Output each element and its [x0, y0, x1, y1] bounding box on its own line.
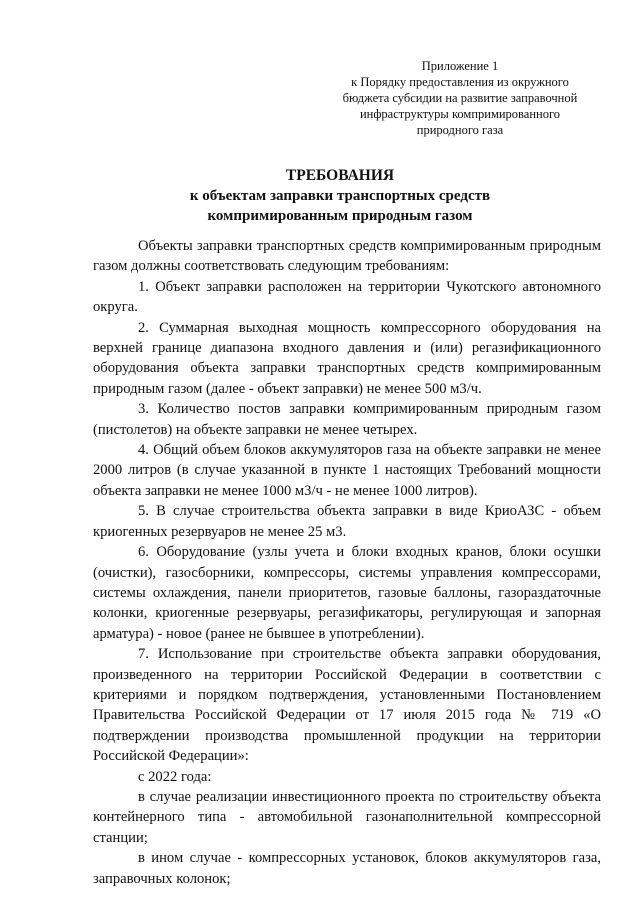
title-main: ТРЕБОВАНИЯ — [285, 167, 395, 184]
paragraph-item-2: 2. Суммарная выходная мощность компрессорного оборудования на верхней границе диапазона входного давления и (или) регазификационного оборудования объекта заправки транспортных средств компримированным природным газом (далее - объект заправки) не менее 500 м3/ч. — [93, 319, 601, 397]
document-title — [80, 166, 600, 226]
paragraph-item-7: 7. Использование при строительстве объекта заправки оборудования, произведенного на территории Российской Федерации в соответствии с критериями и порядком подтверждения, установленными Постановлением Правительства Российской Федерации от 17 июля 2015 года № 719 «О подтверждении производства промышленной продукции на территории Российской Федерации»: — [93, 646, 601, 765]
paragraph-item-6: 6. Оборудование (узлы учета и блоки входных кранов, блоки осушки (очистки), газосборники, компрессоры, системы управления компрессорами, системы охлаждения, панели приоритетов, газовые баллоны, газораздаточные колонки, криогенные резервуары, регазификаторы, регулирующая и запорная арматура) - новое (ранее не бывшее в употреблении). — [93, 544, 601, 642]
paragraph-case-container: в случае реализации инвестиционного проекта по строительству объекта контейнерного типа - автомобильной газонаполнительной компрессорной станции; — [93, 788, 601, 846]
annex-line: к Порядку предоставления из окружного — [351, 75, 569, 89]
title-subtitle-line: к объектам заправки транспортных средств — [189, 188, 491, 204]
paragraph-item-4: 4. Общий объем блоков аккумуляторов газа на объекте заправки не менее 2000 литров (в случае указанной в пункте 1 настоящих Требований мощности объекта заправки не менее 1000 м3/ч - не менее 1000 литров). — [93, 442, 601, 499]
paragraph-case-other: в ином случае - компрессорных установок, блоков аккумуляторов газа, заправочных колонок; — [93, 850, 601, 887]
annex-reference — [335, 58, 585, 138]
paragraph-item-1: 1. Объект заправки расположен на территории Чукотского автономного округа. — [93, 278, 601, 316]
annex-line: инфраструктуры компримированного — [359, 107, 561, 121]
annex-line: Приложение 1 — [421, 59, 499, 73]
paragraph-intro: Объекты заправки транспортных средств компримированным природным газом должны соответствовать следующим требованиям: — [93, 238, 601, 275]
document-body — [93, 236, 601, 889]
title-subtitle-line: компримированным природным газом — [207, 208, 473, 224]
annex-line: природного газа — [416, 123, 504, 137]
paragraph-since-2022: с 2022 года: — [138, 768, 212, 785]
paragraph-item-5: 5. В случае строительства объекта заправки в виде КриоАЗС - объем криогенных резервуаров не менее 25 м3. — [93, 503, 601, 540]
paragraph-item-3: 3. Количество постов заправки компримированным природным газом (пистолетов) на объекте заправки не менее четырех. — [93, 401, 601, 438]
annex-line: бюджета субсидии на развитие заправочной — [342, 91, 578, 105]
